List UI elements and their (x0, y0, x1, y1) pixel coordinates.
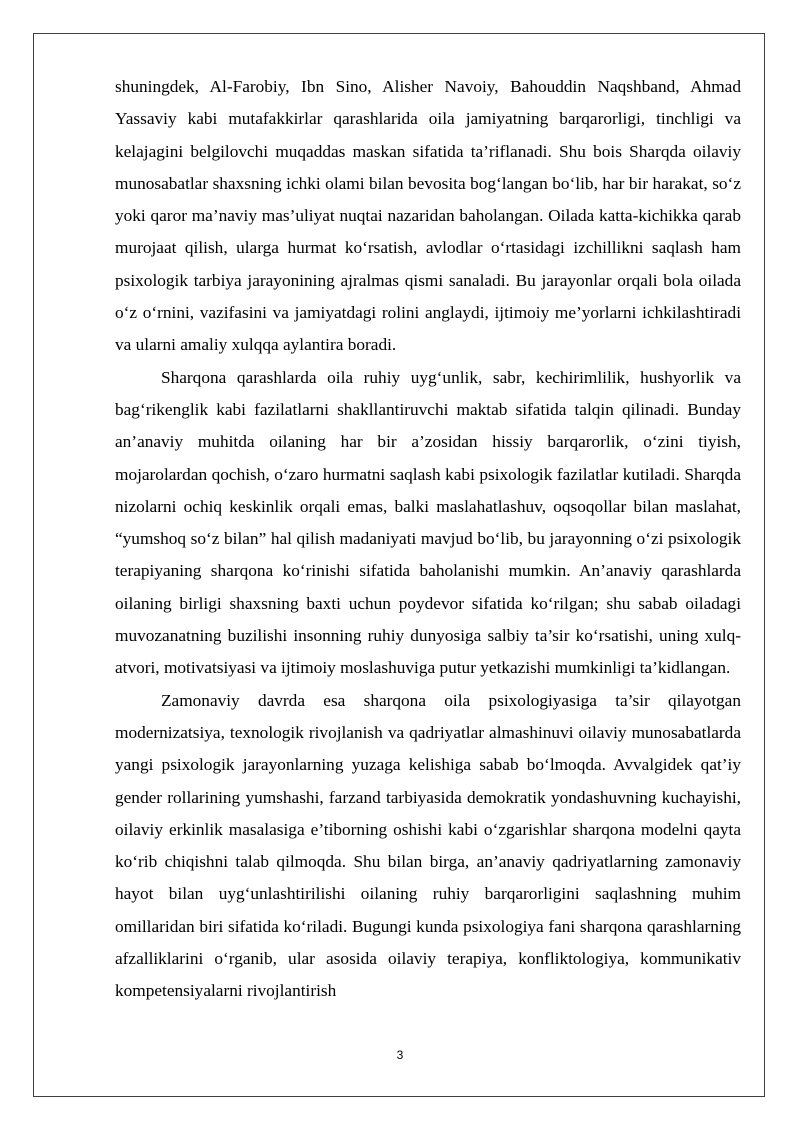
paragraph-1: shuningdek, Al-Farobiy, Ibn Sino, Alisher Navoiy, Bahouddin Naqshband, Ahmad Yassaviy kabi mutafakkirlar qarashlarida oila jamiyatning barqarorligi, tinchligi va kelajagini belgilovchi muqaddas maskan sifatida ta’riflanadi. Shu bois Sharqda oilaviy munosabatlar shaxsning ichki olami bilan bevosita bog‘langan bo‘lib, har bir harakat, so‘z yoki qaror ma’naviy mas’uliyat nuqtai nazaridan baholangan. Oilada katta-kichikka qarab murojaat qilish, ularga hurmat ko‘rsatish, avlodlar o‘rtasidagi izchillikni saqlash ham psixologik tarbiya jarayonining ajralmas qismi sanaladi. Bu jarayonlar orqali bola oilada o‘z o‘rnini, vazifasini va jamiyatdagi rolini anglaydi, ijtimoiy me’yorlarni ichkilashtiradi va ularni amaliy xulqqa aylantira boradi. (115, 77, 741, 355)
page-number: 3 (396, 1048, 404, 1062)
paragraph-3: Zamonaviy davrda esa sharqona oila psixologiyasiga ta’sir qilayotgan modernizatsiya, texnologik rivojlanish va qadriyatlar almashinuvi oilaviy munosabatlarda yangi psixologik jarayonlarning yuzaga kelishiga sabab bo‘lmoqda. Avvalgidek qat’iy gender rollarining yumshashi, farzand tarbiyasida demokratik yondashuvning kuchayishi, oilaviy erkinlik masalasiga e’tiborning oshishi kabi o‘zgarishlar sharqona modelni qayta ko‘rib chiqishni talab qilmoqda. Shu bilan birga, an’anaviy qadriyatlarning zamonaviy hayot bilan uyg‘unlashtirilishi oilaning ruhiy barqarorligini saqlashning muhim omillaridan biri sifatida ko‘riladi. Bugungi kunda psixologiya fani sharqona qarashlarning afzalliklarini o‘rganib, ular asosida oilaviy terapiya, konfliktologiya, kommunikativ kompetensiyalarni rivojlantirish (115, 690, 741, 1001)
paragraph-2: Sharqona qarashlarda oila ruhiy uyg‘unlik, sabr, kechirimlilik, hushyorlik va bag‘rikenglik kabi fazilatlarni shakllantiruvchi maktab sifatida talqin qilinadi. Bunday an’anaviy muhitda oilaning har bir a’zosidan hissiy barqarorlik, o‘zini tiyish, mojarolardan qochish, o‘zaro hurmatni saqlash kabi psixologik fazilatlar kutiladi. Sharqda nizolarni ochiq keskinlik orqali emas, balki maslahatlashuv, oqsoqollar bilan maslahat, “yumshoq so‘z bilan” hal qilish madaniyati mavjud bo‘lib, bu jarayonning o‘zi psixologik terapiyaning sharqona ko‘rinishi sifatida baholanishi mumkin. An’anaviy qarashlarda oilaning birligi shaxsning baxti uchun poydevor sifatida ko‘rilgan; shu sabab oiladagi muvozanatning buzilishi insonning ruhiy dunyosiga salbiy ta’sir ko‘rsatishi, uning xulq-atvori, motivatsiyasi va ijtimoiy moslashuviga putur yetkazishi mumkinligi ta’kidlangan. (115, 367, 741, 678)
document-body (115, 71, 741, 1008)
